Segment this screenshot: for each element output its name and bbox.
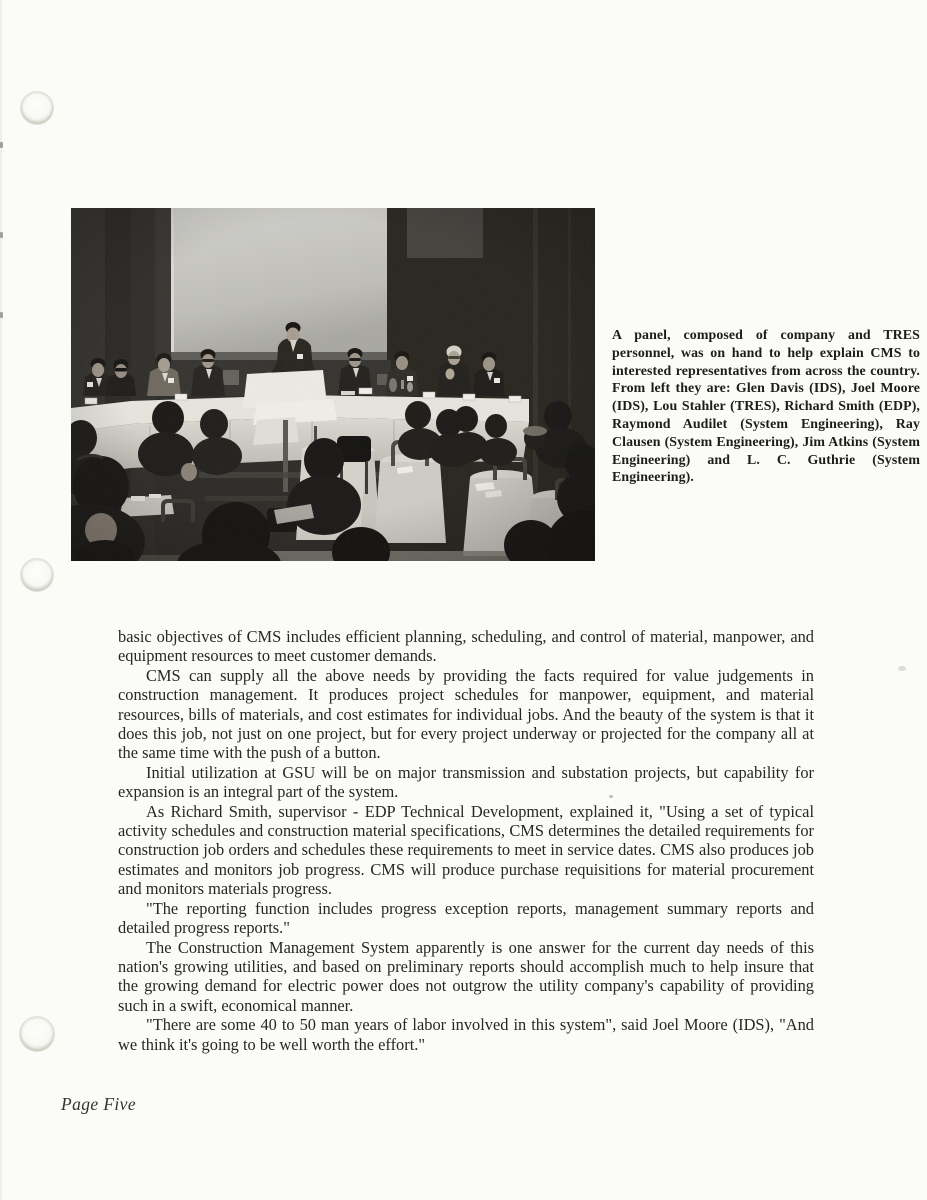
article-paragraph: Initial utilization at GSU will be on major transmission and substation projects, but capability for expansion is an integral part of the system. [118, 762, 814, 802]
photo-grain [71, 208, 595, 561]
page-number: Page Five [61, 1094, 137, 1114]
article-paragraph: "The reporting function includes progress exception reports, management summary reports and detailed progress reports." [118, 898, 814, 938]
hole-punch [20, 1017, 54, 1051]
article-paragraph: CMS can supply all the above needs by providing the facts required for value judgements in construction management. It produces project schedules for manpower, equipment, and material resources, bills of materials, and cost estimates for individual jobs. And the beauty of the system is that it does this job, not just on one project, but for every project underway or projected for the company all at the same time with the push of a button. [118, 665, 814, 763]
scan-edge-artifact [0, 142, 3, 148]
article-paragraph: "There are some 40 to 50 man years of labor involved in this system", said Joel Moore (IDS), "And we think it's going to be well worth the effort." [118, 1015, 814, 1054]
scan-speck [898, 666, 906, 671]
article-paragraph: The Construction Management System apparently is one answer for the current day needs of this nation's growing utilities, and based on preliminary reports should accomplish much to help insure that the growing demand for electric power does not outgrow the utility company's capability of providing such in a swift, economical manner. [118, 937, 814, 1015]
hole-punch [21, 92, 53, 124]
scan-edge-artifact [0, 0, 2, 1200]
hole-punch [21, 559, 53, 591]
photo-caption: A panel, composed of company and TRES personnel, was on hand to help explain CMS to interested representatives from across the country. From left they are: Glen Davis (IDS), Joel Moore (IDS), Lou Stahler (TRES), Richard Smith (EDP), Raymond Audilet (System Engineering), Ray Clausen (System Engineering), Jim Atkins (System Engineering) and L. C. Guthrie (System Engineering). [612, 328, 920, 486]
article-body [118, 627, 814, 1054]
panel-photograph-art [71, 208, 595, 561]
panel-photograph [71, 208, 595, 561]
scan-edge-artifact [0, 232, 3, 238]
article-paragraph: basic objectives of CMS includes efficient planning, scheduling, and control of material, manpower, and equipment resources to meet customer demands. [118, 627, 814, 666]
article-paragraph: As Richard Smith, supervisor - EDP Technical Development, explained it, "Using a set of typical activity schedules and construction material specifications, CMS determines the detailed requirements for construction job orders and schedules these requirements to meet in service dates. CMS also produces job estimates and monitors job progress. CMS will produce purchase requisitions for material procurement and monitors materials progress. [118, 801, 814, 899]
scan-edge-artifact [0, 312, 3, 318]
